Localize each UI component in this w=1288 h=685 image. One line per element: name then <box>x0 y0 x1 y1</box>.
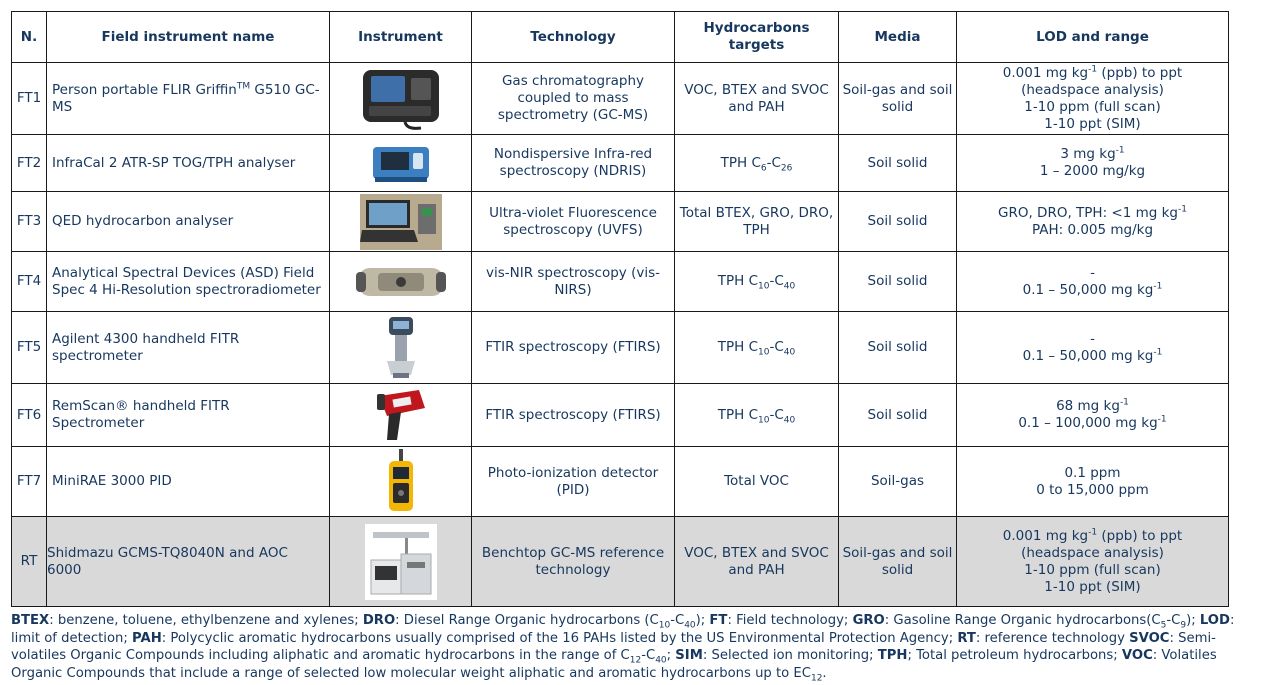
table-row <box>12 384 1229 447</box>
lod-range: - 0.1 – 50,000 mg $kg^{-1}$ <box>957 312 1229 384</box>
instrument-name: Analytical Spectral Devices (ASD) Field Spec 4 Hi-Resolution spectroradiometer <box>47 252 330 312</box>
instrument-image-cell <box>330 517 472 607</box>
instrument-name: InfraCal 2 ATR-SP TOG/TPH analyser <box>47 135 330 192</box>
agilent-handheld-ftir-photo <box>379 315 423 381</box>
instrument-image-cell <box>330 384 472 447</box>
instrument-name: QED hydrocarbon analyser <box>47 192 330 252</box>
instrument-image-cell <box>330 447 472 517</box>
lod-range: 68 mg $kg^{-1}$ 0.1 – 100,000 mg $kg^{-1}$ <box>957 384 1229 447</box>
table-row <box>12 312 1229 384</box>
instrument-image-cell <box>330 312 472 384</box>
table-row <box>12 252 1229 312</box>
table-row <box>12 135 1229 192</box>
media: Soil solid <box>839 192 957 252</box>
table-row-reference <box>12 517 1229 607</box>
header-instrument: Instrument <box>330 12 472 63</box>
media: Soil solid <box>839 312 957 384</box>
lod-range: 0.001 mg $kg^{-1}$ (ppb) to ppt (headspace analysis) 1-10 ppm (full scan) 1-10 ppt (SIM) <box>957 63 1229 135</box>
media: Soil-gas <box>839 447 957 517</box>
header-technology: Technology <box>472 12 675 63</box>
table-row <box>12 192 1229 252</box>
table-row <box>12 447 1229 517</box>
targets: TPH $C_{10}-C_{40}$ <box>675 312 839 384</box>
instrument-name: MiniRAE 3000 PID <box>47 447 330 517</box>
technology: Gas chromatography coupled to mass spectrometry (GC-MS) <box>472 63 675 135</box>
targets: Total VOC <box>675 447 839 517</box>
technology: Ultra-violet Fluorescence spectroscopy (UVFS) <box>472 192 675 252</box>
targets: VOC, BTEX and SVOC and PAH <box>675 63 839 135</box>
instrument-table <box>11 11 1229 607</box>
instrument-image-cell <box>330 252 472 312</box>
media: Soil-gas and soil solid <box>839 517 957 607</box>
instrument-name: Person portable FLIR Griffin™ G510 GC-MS <box>47 63 330 135</box>
lod-range: 0.001 mg $kg^{-1}$ (ppb) to ppt (headspace analysis) 1-10 ppm (full scan) 1-10 ppt (SIM) <box>957 517 1229 607</box>
targets: TPH $C_6-C_{26}$ <box>675 135 839 192</box>
targets: Total BTEX, GRO, DRO, TPH <box>675 192 839 252</box>
header-media: Media <box>839 12 957 63</box>
row-id: FT2 <box>12 135 47 192</box>
row-id: FT7 <box>12 447 47 517</box>
technology: Photo-ionization detector (PID) <box>472 447 675 517</box>
row-id: FT5 <box>12 312 47 384</box>
row-id: FT1 <box>12 63 47 135</box>
targets: VOC, BTEX and SVOC and PAH <box>675 517 839 607</box>
instrument-image-cell <box>330 63 472 135</box>
lod-range: 3 mg $kg^{-1}$ 1 – 2000 mg/kg <box>957 135 1229 192</box>
lod-range: - 0.1 – 50,000 mg $kg^{-1}$ <box>957 252 1229 312</box>
technology: FTIR spectroscopy (FTIRS) <box>472 312 675 384</box>
table-header-row <box>12 12 1229 63</box>
lod-range: GRO, DRO, TPH: <1 mg $kg^{-1}$ PAH: 0.005 mg/kg <box>957 192 1229 252</box>
row-id: RT <box>12 517 47 607</box>
minirae-pid-photo <box>383 449 419 515</box>
header-targets: Hydrocarbons targets <box>675 12 839 63</box>
instrument-name: Shidmazu GCMS-TQ8040N and AOC 6000 <box>47 517 330 607</box>
instrument-image-cell <box>330 135 472 192</box>
row-id: FT4 <box>12 252 47 312</box>
instrument-name: RemScan® handheld FITR Spectrometer <box>47 384 330 447</box>
media: Soil solid <box>839 135 957 192</box>
qed-analyser-laptop-photo <box>360 194 442 250</box>
media: Soil solid <box>839 384 957 447</box>
instrument-image-cell <box>330 192 472 252</box>
technology: Benchtop GC-MS reference technology <box>472 517 675 607</box>
benchtop-gcms-photo <box>365 524 437 600</box>
remscan-handheld-photo <box>373 386 429 444</box>
technology: FTIR spectroscopy (FTIRS) <box>472 384 675 447</box>
row-id: FT6 <box>12 384 47 447</box>
technology: vis-NIR spectroscopy (vis-NIRS) <box>472 252 675 312</box>
row-id: FT3 <box>12 192 47 252</box>
table-row <box>12 63 1229 135</box>
targets: TPH $C_{10}-C_{40}$ <box>675 384 839 447</box>
media: Soil solid <box>839 252 957 312</box>
technology: Nondispersive Infra-red spectroscopy (NDRIS) <box>472 135 675 192</box>
header-lod: LOD and range <box>957 12 1229 63</box>
media: Soil-gas and soil solid <box>839 63 957 135</box>
header-name: Field instrument name <box>47 12 330 63</box>
portable-gc-ms-photo <box>355 66 447 132</box>
infracal-analyser-photo <box>369 141 433 185</box>
header-n: N. <box>12 12 47 63</box>
asd-spectroradiometer-photo <box>354 260 448 304</box>
table-legend: BTEX: benzene, toluene, ethylbenzene and xylenes; DRO: Diesel Range Organic hydrocarbons $(C_{10}-C_{40})$; FT: Field technology; GRO: Gasoline Range Organic $hydrocarbons(C_5-C_9)$; LOD: limit of detection; PAH: Polycyclic aromatic hydrocarbons usually comprised of the 16 PAHs listed by the US Environmental Protection Agency; RT: reference technology SVOC: Semi-volatiles Organic Compounds including aliphatic and aromatic hydrocarbons in the range of $C_{12}-C_{40}$; SIM: Selected ion monitoring; TPH; Total petroleum hydrocarbons; VOC: Volatiles Organic Compounds that include a range of selected low molecular weight aliphatic and aromatic hydrocarbons up to $EC_{12}$. <box>11 613 1235 684</box>
lod-range: 0.1 ppm 0 to 15,000 ppm <box>957 447 1229 517</box>
targets: TPH $C_{10}-C_{40}$ <box>675 252 839 312</box>
instrument-name: Agilent 4300 handheld FITR spectrometer <box>47 312 330 384</box>
